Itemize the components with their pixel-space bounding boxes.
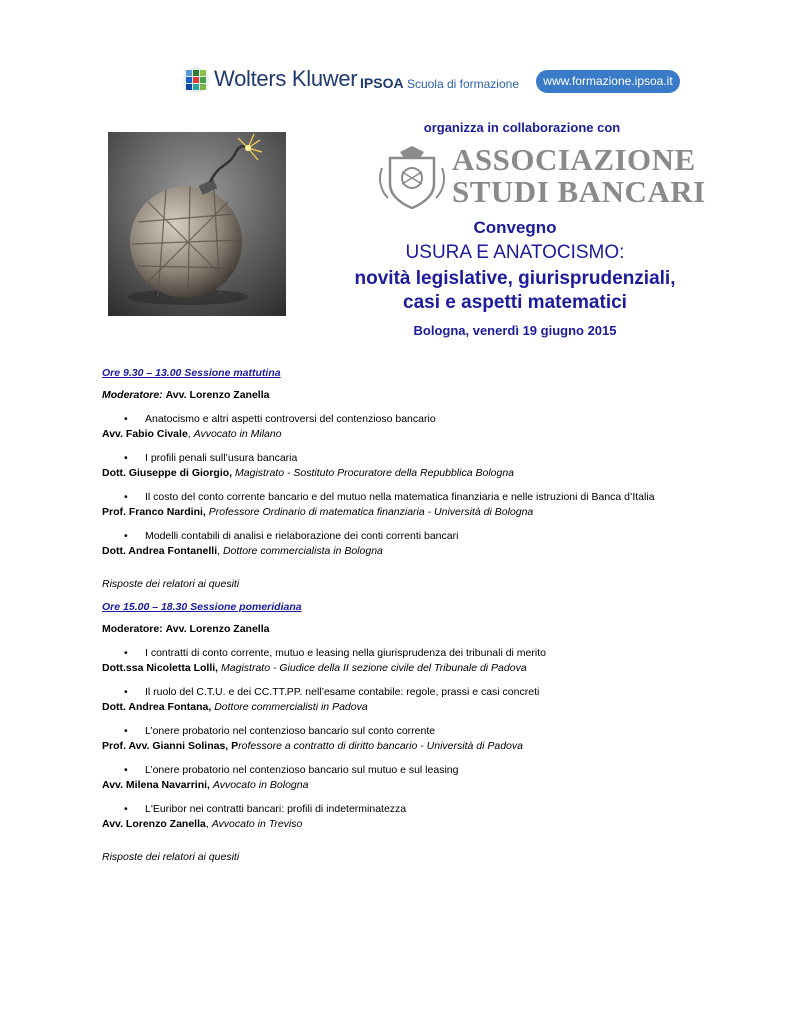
- program: [102, 366, 702, 873]
- talk-item: [102, 412, 702, 442]
- talk-item: [102, 646, 702, 676]
- afternoon-session-heading: Ore 15.00 – 18.30 Sessione pomeridiana: [102, 601, 302, 613]
- talk-speaker: Dott. Andrea Fontana, Dottore commercialisti in Padova: [102, 701, 368, 713]
- talk-item: [102, 802, 702, 832]
- bullet-icon: •: [124, 686, 128, 698]
- bullet-icon: •: [124, 725, 128, 737]
- talk-speaker: Dott. Giuseppe di Giorgio, Magistrato - Sostituto Procuratore della Repubblica Bologna: [102, 467, 515, 479]
- bullet-icon: •: [124, 452, 128, 464]
- talk-topic: • Anatocismo e altri aspetti controversi del contenzioso bancario: [124, 413, 436, 425]
- talk-item: [102, 451, 702, 481]
- bullet-icon: •: [124, 764, 128, 776]
- event-subtitle-2: casi e aspetti matematici: [403, 292, 627, 313]
- website-link[interactable]: www.formazione.ipsoa.it: [536, 70, 680, 93]
- event-title: USURA E ANATOCISMO:: [405, 242, 625, 263]
- talk-topic: • Il ruolo del C.T.U. e dei CC.TT.PP. nell’esame contabile: regole, prassi e casi concreti: [124, 686, 540, 698]
- talk-speaker: Avv. Lorenzo Zanella, Avvocato in Treviso: [102, 818, 303, 830]
- wolters-kluwer-logo-icon: [182, 66, 210, 94]
- partner-name-line2: STUDI BANCARI: [452, 174, 706, 209]
- partner-name-line1: ASSOCIAZIONE: [452, 142, 696, 177]
- moderator-name: Avv. Lorenzo Zanella: [165, 389, 270, 401]
- ipsoa-label: IPSOA: [360, 75, 404, 91]
- bullet-icon: •: [124, 803, 128, 815]
- morning-session-heading: Ore 9.30 – 13.00 Sessione mattutina: [102, 367, 281, 379]
- bullet-icon: •: [124, 413, 128, 425]
- talk-speaker: Dott. Andrea Fontanelli, Dottore commercialista in Bologna: [102, 545, 383, 557]
- talk-topic: • L’onere probatorio nel contenzioso bancario sul conto corrente: [124, 725, 436, 737]
- moderator-name: Avv. Lorenzo Zanella: [165, 623, 270, 635]
- talk-item: [102, 724, 702, 754]
- morning-closing: Risposte dei relatori ai quesiti: [102, 578, 240, 590]
- bullet-icon: •: [124, 530, 128, 542]
- partner-name: [452, 144, 706, 208]
- crest-icon: [376, 144, 448, 210]
- moderator-label: Moderatore:: [102, 389, 163, 401]
- afternoon-closing: Risposte dei relatori ai quesiti: [102, 851, 240, 863]
- talk-speaker: Prof. Franco Nardini, Professore Ordinario di matematica finanziaria - Università di Bologna: [102, 506, 534, 518]
- talk-item: [102, 490, 702, 520]
- talk-speaker: Prof. Avv. Gianni Solinas, Professore a contratto di diritto bancario - Università di Padova: [102, 740, 523, 752]
- talk-speaker: Dott.ssa Nicoletta Lolli, Magistrato - Giudice della II sezione civile del Tribunale di Padova: [102, 662, 527, 674]
- talk-item: [102, 685, 702, 715]
- talk-topic: • L’onere probatorio nel contenzioso bancario sul mutuo e sul leasing: [124, 764, 459, 776]
- bomb-image: [108, 132, 286, 316]
- ipsoa-logo: [360, 75, 519, 91]
- bullet-icon: •: [124, 647, 128, 659]
- organizer-intro: organizza in collaborazione con: [423, 120, 621, 135]
- talk-item: [102, 763, 702, 793]
- talk-speaker: Avv. Milena Navarrini, Avvocato in Bologna: [102, 779, 309, 791]
- ipsoa-subtitle: Scuola di formazione: [406, 77, 519, 91]
- publisher-name: Wolters Kluwer: [214, 66, 358, 91]
- event-kind: Convegno: [473, 218, 557, 237]
- talk-speaker: Avv. Fabio Civale, Avvocato in Milano: [102, 428, 282, 440]
- talk-item: [102, 529, 702, 559]
- event-heading: [350, 218, 680, 338]
- talk-topic: • I profili penali sull’usura bancaria: [124, 452, 298, 464]
- talk-topic: • I contratti di conto corrente, mutuo e leasing nella giurisprudenza dei tribunali di merito: [124, 647, 546, 659]
- bullet-icon: •: [124, 491, 128, 503]
- talk-topic: • Il costo del conto corrente bancario e del mutuo nella matematica finanziaria e nelle istruzioni di Banca d’Italia: [124, 491, 655, 503]
- afternoon-moderator: [102, 622, 702, 637]
- morning-moderator: [102, 388, 702, 403]
- event-place-date: Bologna, venerdì 19 giugno 2015: [413, 323, 617, 338]
- talk-topic: • L'Euribor nei contratti bancari: profili di indeterminatezza: [124, 803, 407, 815]
- talk-topic: • Modelli contabili di analisi e rielaborazione dei conti correnti bancari: [124, 530, 459, 542]
- event-subtitle-1: novità legislative, giurisprudenziali,: [354, 268, 676, 289]
- moderator-label: Moderatore:: [102, 623, 163, 635]
